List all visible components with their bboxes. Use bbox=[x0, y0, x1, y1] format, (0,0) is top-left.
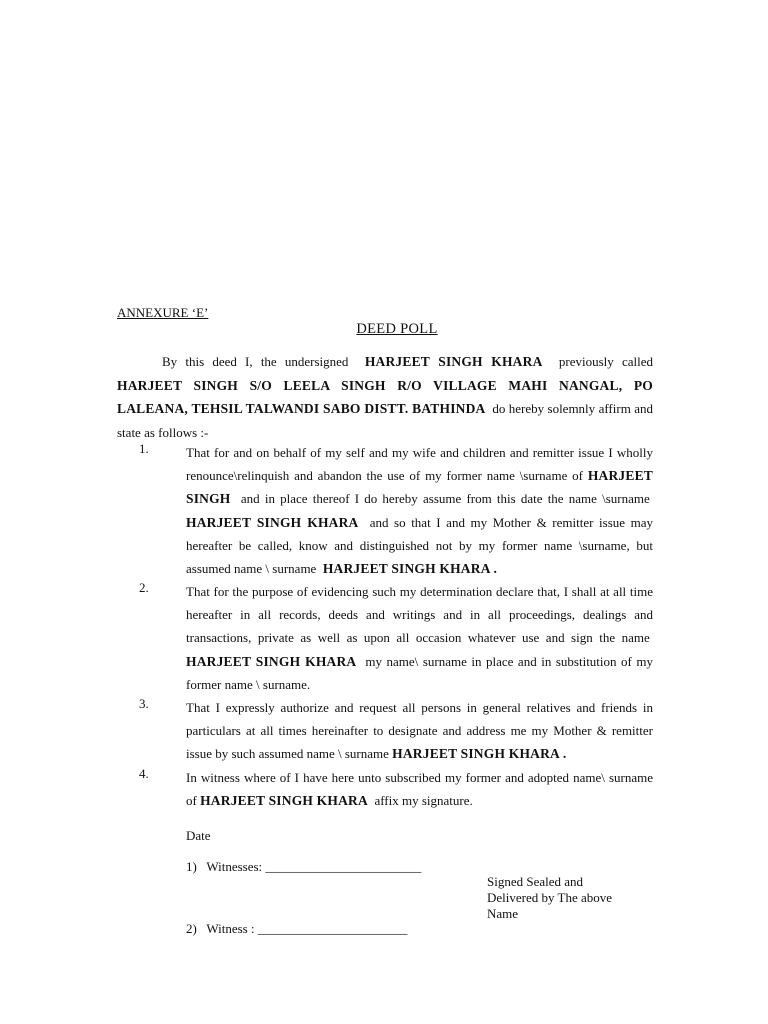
clause-text: affix my signature. bbox=[374, 793, 473, 809]
clause-body bbox=[186, 766, 653, 812]
intro-paragraph bbox=[117, 350, 653, 444]
intro-text-3: do hereby solemnly affirm and state as follows :- bbox=[117, 401, 653, 440]
intro-old-name-address: HARJEET SINGH S/O LEELA SINGH R/O VILLAGE MAHI NANGAL, PO LALEANA, TEHSIL TALWANDI SABO DISTT. BATHINDA bbox=[117, 377, 653, 416]
clause-name: HARJEET SINGH KHARA bbox=[186, 514, 359, 530]
intro-new-name: HARJEET SINGH KHARA bbox=[364, 354, 543, 369]
clause-number: 2. bbox=[139, 580, 149, 595]
clause-name: HARJEET SINGH KHARA bbox=[186, 653, 357, 669]
clause-text: In witness where of I have here unto subscribed my former and adopted name\ surname of bbox=[186, 770, 653, 809]
clause-4 bbox=[117, 766, 653, 812]
clause-number: 1. bbox=[139, 441, 149, 456]
clause-3 bbox=[117, 696, 653, 766]
clause-text: That I expressly authorize and request all persons in general relatives and friends in particulars at all times hereinafter to designate and address me my Mother & remitter issue by such assumed name \ surname bbox=[186, 700, 653, 762]
clause-text: and in place thereof I do hereby assume from this date the name \surname bbox=[240, 491, 650, 507]
clause-body bbox=[186, 580, 653, 696]
clause-text: That for the purpose of evidencing such my determination declare that, I shall at all time hereafter in all records, deeds and writings and in all proceedings, dealings and transactions, private as well as upon all occasion whatever use and sign the name bbox=[186, 584, 653, 646]
clause-name: HARJEET SINGH KHARA . bbox=[392, 746, 567, 762]
clause-number: 3. bbox=[139, 696, 149, 711]
date-label: Date bbox=[186, 828, 211, 843]
clause-1 bbox=[117, 441, 653, 580]
clause-body bbox=[186, 696, 653, 766]
clause-text: my name\ surname in place and in substitution of my former name \ surname. bbox=[186, 653, 653, 692]
document-title: DEED POLL bbox=[356, 321, 438, 337]
witness-1-line: 1) Witnesses: ________________________ bbox=[186, 859, 422, 874]
signed-sealed-delivered: Signed Sealed and Delivered by The above Name bbox=[487, 874, 613, 921]
clause-text: and so that I and my Mother & remitter issue may hereafter be called, know and distinguished not by my former name \surname, but assumed name \ surname bbox=[186, 514, 653, 577]
intro-text-2: previously called bbox=[558, 354, 653, 369]
intro-text-1: By this deed I, the undersigned bbox=[162, 354, 349, 369]
clause-name: HARJEET SINGH bbox=[186, 468, 653, 507]
clause-body bbox=[186, 441, 653, 580]
clause-number: 4. bbox=[139, 766, 149, 781]
witness-2-line: 2) Witness : _______________________ bbox=[186, 921, 408, 936]
clause-name: HARJEET SINGH KHARA bbox=[200, 793, 368, 809]
clause-2 bbox=[117, 580, 653, 696]
annexure-heading: ANNEXURE ‘E’ bbox=[117, 305, 209, 320]
clause-name: HARJEET SINGH KHARA . bbox=[322, 561, 498, 577]
clause-text: That for and on behalf of my self and my wife and children and remitter issue I wholly renounce\relinquish and abandon the use of my former name \surname of bbox=[186, 445, 653, 484]
